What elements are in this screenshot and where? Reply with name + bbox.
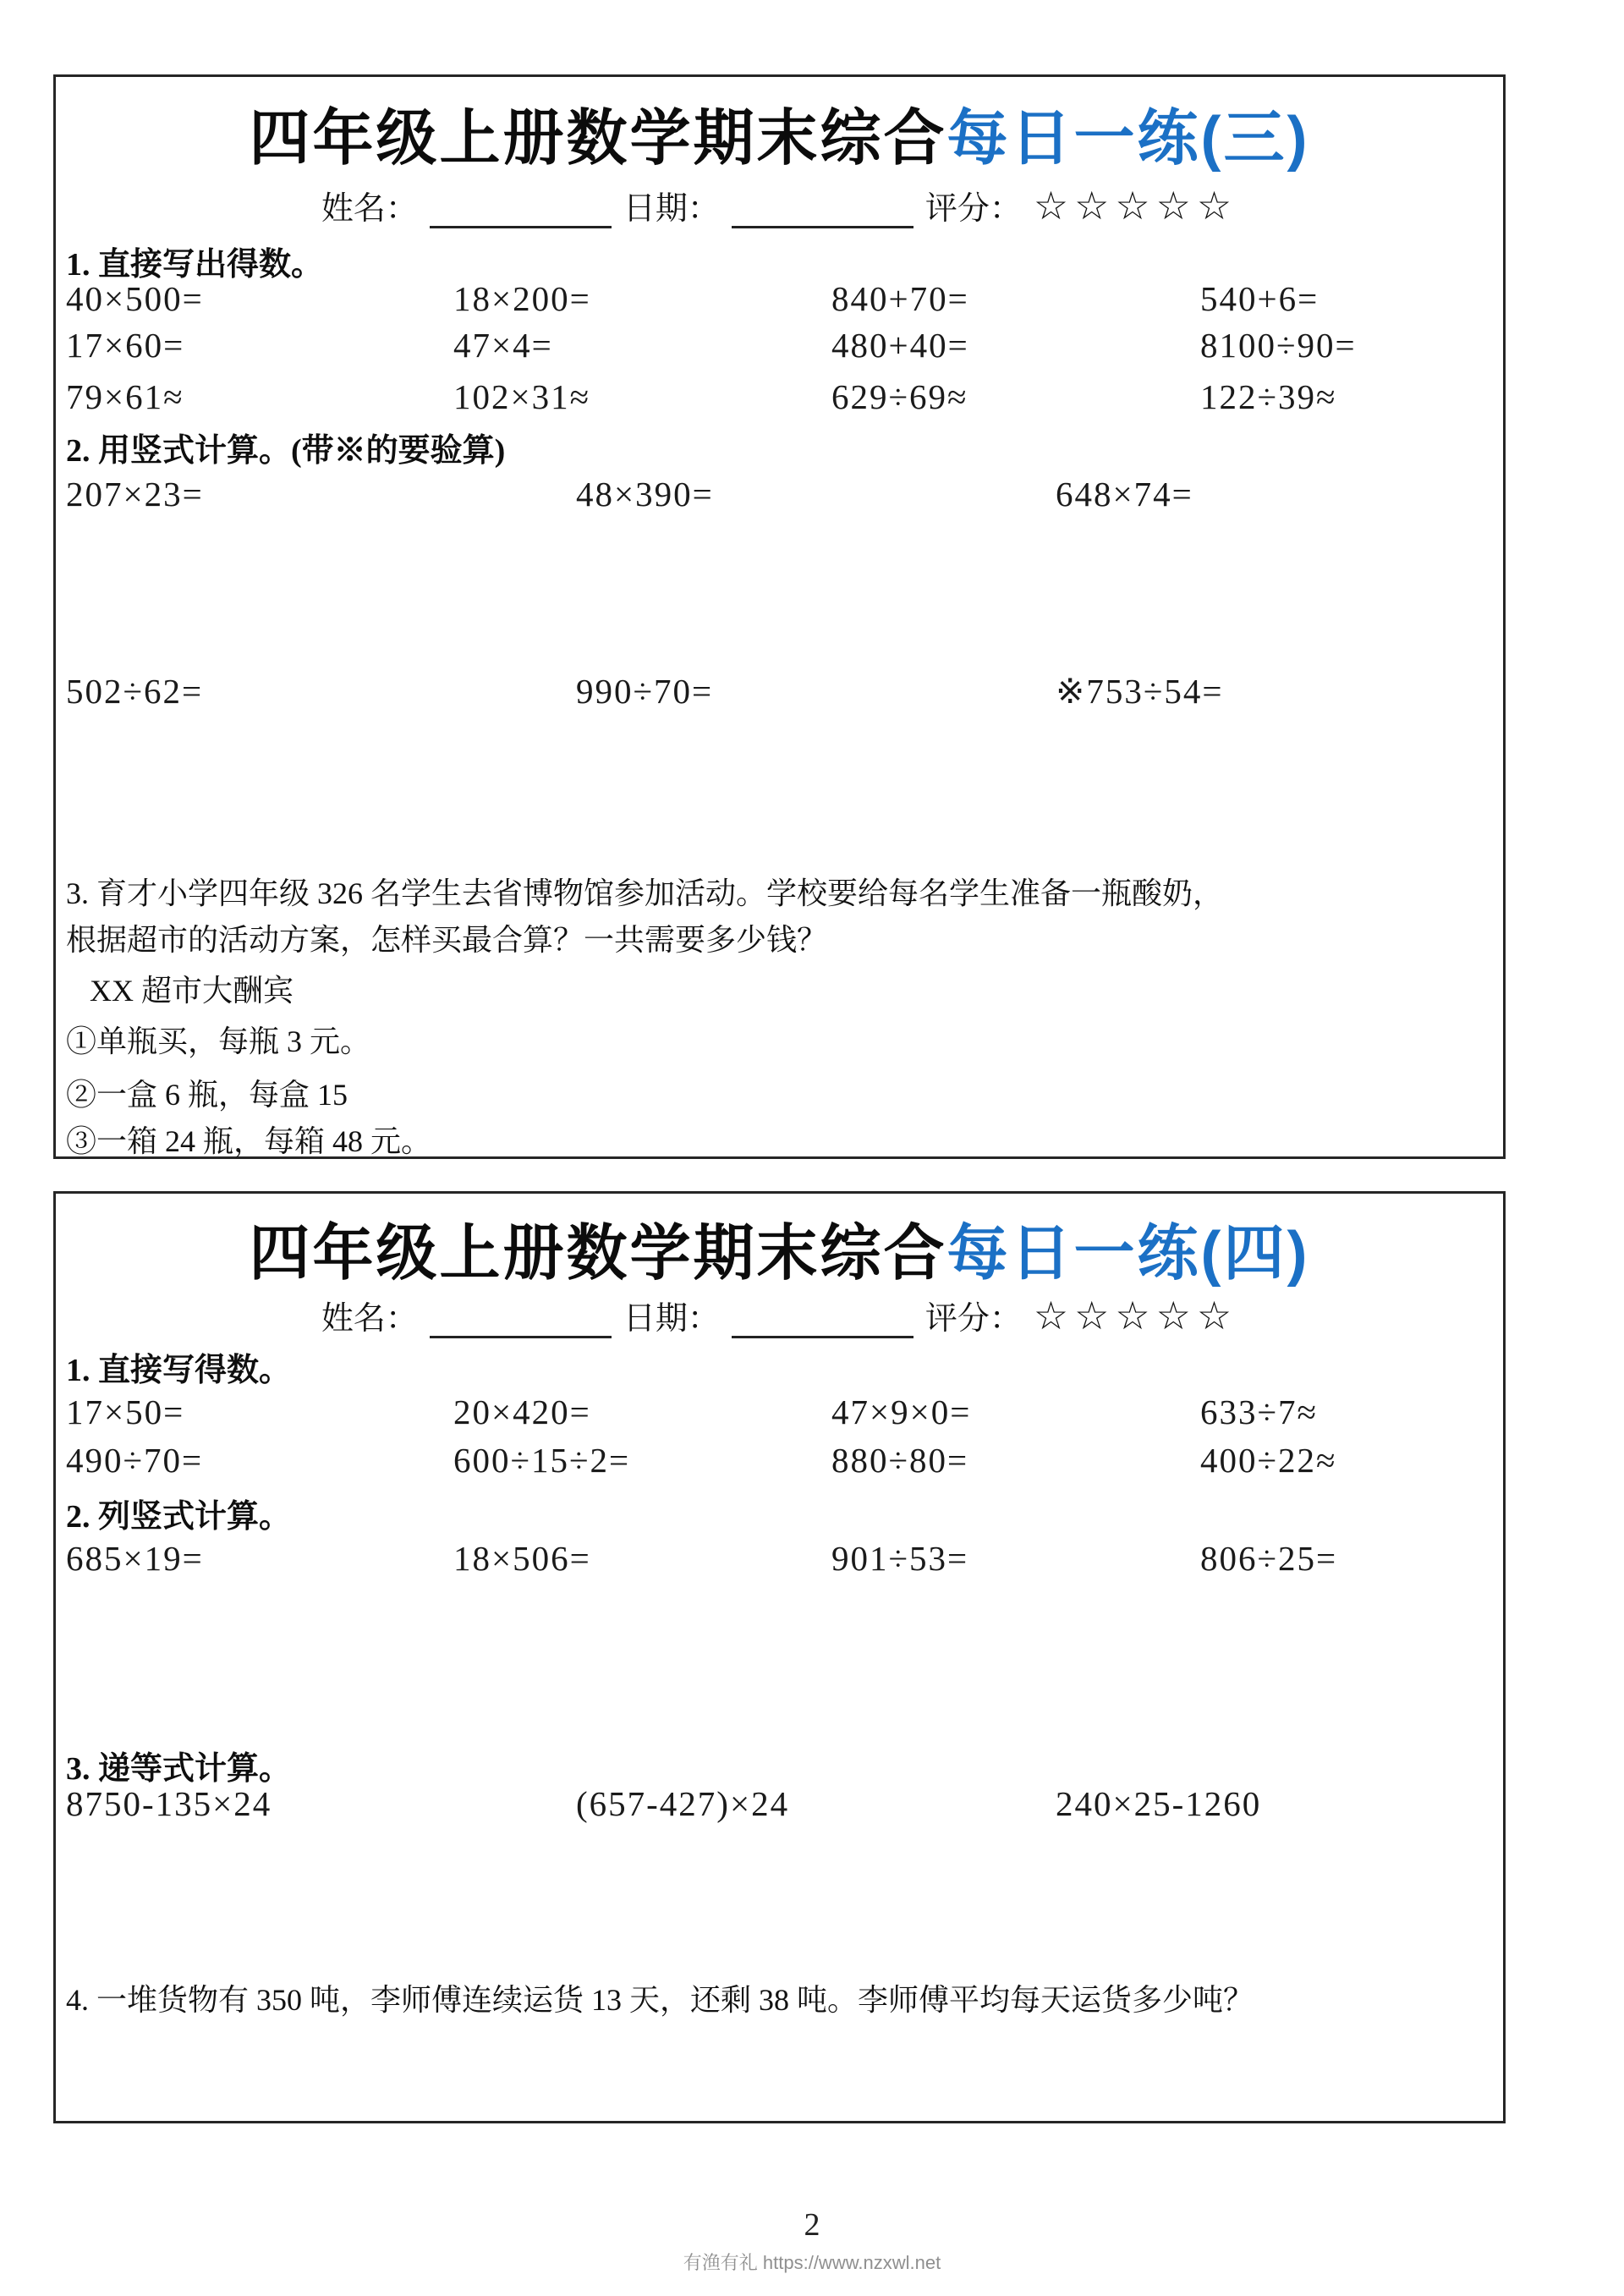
date-label: 日期： xyxy=(623,191,720,227)
worksheet-4-meta xyxy=(56,1292,1503,1338)
score-stars: ☆☆☆☆☆ xyxy=(1033,1294,1238,1338)
calc-cell: 490÷70= xyxy=(66,1441,204,1480)
calc-cell: 47×4= xyxy=(453,326,553,365)
calc-cell: 240×25-1260 xyxy=(1056,1784,1262,1823)
section-2-heading: 2. 用竖式计算。(带※的要验算) xyxy=(66,433,506,469)
problem-3-line-2: 根据超市的活动方案，怎样买最合算？一共需要多少钱？ xyxy=(66,923,828,957)
problem-4-text: 4. 一堆货物有 350 吨，李师傅连续运货 13 天，还剩 38 吨。李师傅平均每天运货多少吨？ xyxy=(66,1983,1254,2017)
calc-cell: 102×31≈ xyxy=(453,377,591,416)
date-blank-line xyxy=(732,1302,914,1338)
name-label: 姓名： xyxy=(321,191,418,227)
calc-cell: 8750-135×24 xyxy=(66,1784,272,1823)
oral-calc-row-1 xyxy=(56,1392,1503,1432)
problem-3-text xyxy=(66,871,1494,964)
section-1-heading: 1. 直接写得数。 xyxy=(66,1353,292,1388)
calc-cell: (657-427)×24 xyxy=(576,1784,790,1823)
calc-cell: 502÷62= xyxy=(66,672,204,711)
worksheet-4-title xyxy=(56,1204,1503,1292)
name-label: 姓名： xyxy=(321,1301,418,1337)
worksheet-3-title xyxy=(56,89,1503,177)
calc-cell: 685×19= xyxy=(66,1539,204,1578)
oral-calc-row-2 xyxy=(56,325,1503,365)
footer-credit: 有渔有礼 https://www.nzxwl.net xyxy=(683,2252,941,2273)
worksheet-3 xyxy=(53,74,1506,1159)
worksheet-4-title-accent: 每日一练(四) xyxy=(946,1220,1310,1288)
date-blank-line xyxy=(732,192,914,228)
name-blank-line xyxy=(430,192,612,228)
oral-calc-row-1 xyxy=(56,278,1503,319)
calc-cell: ※753÷54= xyxy=(1056,672,1224,711)
calc-cell: 633÷7≈ xyxy=(1200,1392,1319,1431)
calc-cell: 806÷25= xyxy=(1200,1539,1338,1578)
section-1-heading: 1. 直接写出得数。 xyxy=(66,247,324,283)
vertical-calc-row-1 xyxy=(56,474,1503,514)
vertical-calc-row-2 xyxy=(56,671,1503,711)
problem-3-line-1: 3. 育才小学四年级 326 名学生去省博物馆参加活动。学校要给每名学生准备一瓶酸奶， xyxy=(66,876,1224,910)
score-label: 评分： xyxy=(924,1301,1022,1337)
oral-calc-row-3 xyxy=(56,376,1503,417)
stepwise-calc-row-1 xyxy=(56,1783,1503,1824)
calc-cell: 540+6= xyxy=(1200,279,1320,318)
score-stars: ☆☆☆☆☆ xyxy=(1033,184,1238,228)
calc-cell: 600÷15÷2= xyxy=(453,1441,631,1480)
promo-option-2: ②一盒 6 瓶，每盒 15 xyxy=(66,1078,348,1112)
calc-cell: 17×60= xyxy=(66,326,185,365)
calc-cell: 901÷53= xyxy=(831,1539,969,1578)
calc-cell: 840+70= xyxy=(831,279,969,318)
calc-cell: 8100÷90= xyxy=(1200,326,1357,365)
calc-cell: 880÷80= xyxy=(831,1441,969,1480)
calc-cell: 17×50= xyxy=(66,1392,185,1431)
calc-cell: 18×506= xyxy=(453,1539,591,1578)
calc-cell: 47×9×0= xyxy=(831,1392,972,1431)
calc-cell: 648×74= xyxy=(1056,475,1193,514)
name-blank-line xyxy=(430,1302,612,1338)
section-2-heading: 2. 列竖式计算。 xyxy=(66,1499,292,1535)
calc-cell: 400÷22≈ xyxy=(1200,1441,1337,1480)
worksheet-3-meta xyxy=(56,182,1503,228)
page-number: 2 xyxy=(804,2207,820,2243)
worksheet-3-title-main: 四年级上册数学期末综合 xyxy=(249,105,947,173)
calc-cell: 480+40= xyxy=(831,326,969,365)
section-3-heading: 3. 递等式计算。 xyxy=(66,1751,292,1787)
promo-option-1: ①单瓶买，每瓶 3 元。 xyxy=(66,1024,371,1058)
worksheet-4 xyxy=(53,1191,1506,2123)
promo-heading: XX 超市大酬宾 xyxy=(90,974,294,1008)
oral-calc-row-2 xyxy=(56,1440,1503,1480)
calc-cell: 629÷69≈ xyxy=(831,377,968,416)
calc-cell: 40×500= xyxy=(66,279,204,318)
worksheet-3-title-accent: 每日一练(三) xyxy=(946,105,1310,173)
vertical-calc-row-1 xyxy=(56,1538,1503,1579)
score-label: 评分： xyxy=(924,191,1022,227)
calc-cell: 79×61≈ xyxy=(66,377,184,416)
promo-option-3: ③一箱 24 瓶，每箱 48 元。 xyxy=(66,1124,432,1158)
calc-cell: 122÷39≈ xyxy=(1200,377,1337,416)
calc-cell: 48×390= xyxy=(576,475,714,514)
calc-cell: 207×23= xyxy=(66,475,204,514)
calc-cell: 990÷70= xyxy=(576,672,714,711)
worksheet-4-title-main: 四年级上册数学期末综合 xyxy=(249,1220,947,1288)
date-label: 日期： xyxy=(623,1301,720,1337)
calc-cell: 20×420= xyxy=(453,1392,591,1431)
calc-cell: 18×200= xyxy=(453,279,591,318)
